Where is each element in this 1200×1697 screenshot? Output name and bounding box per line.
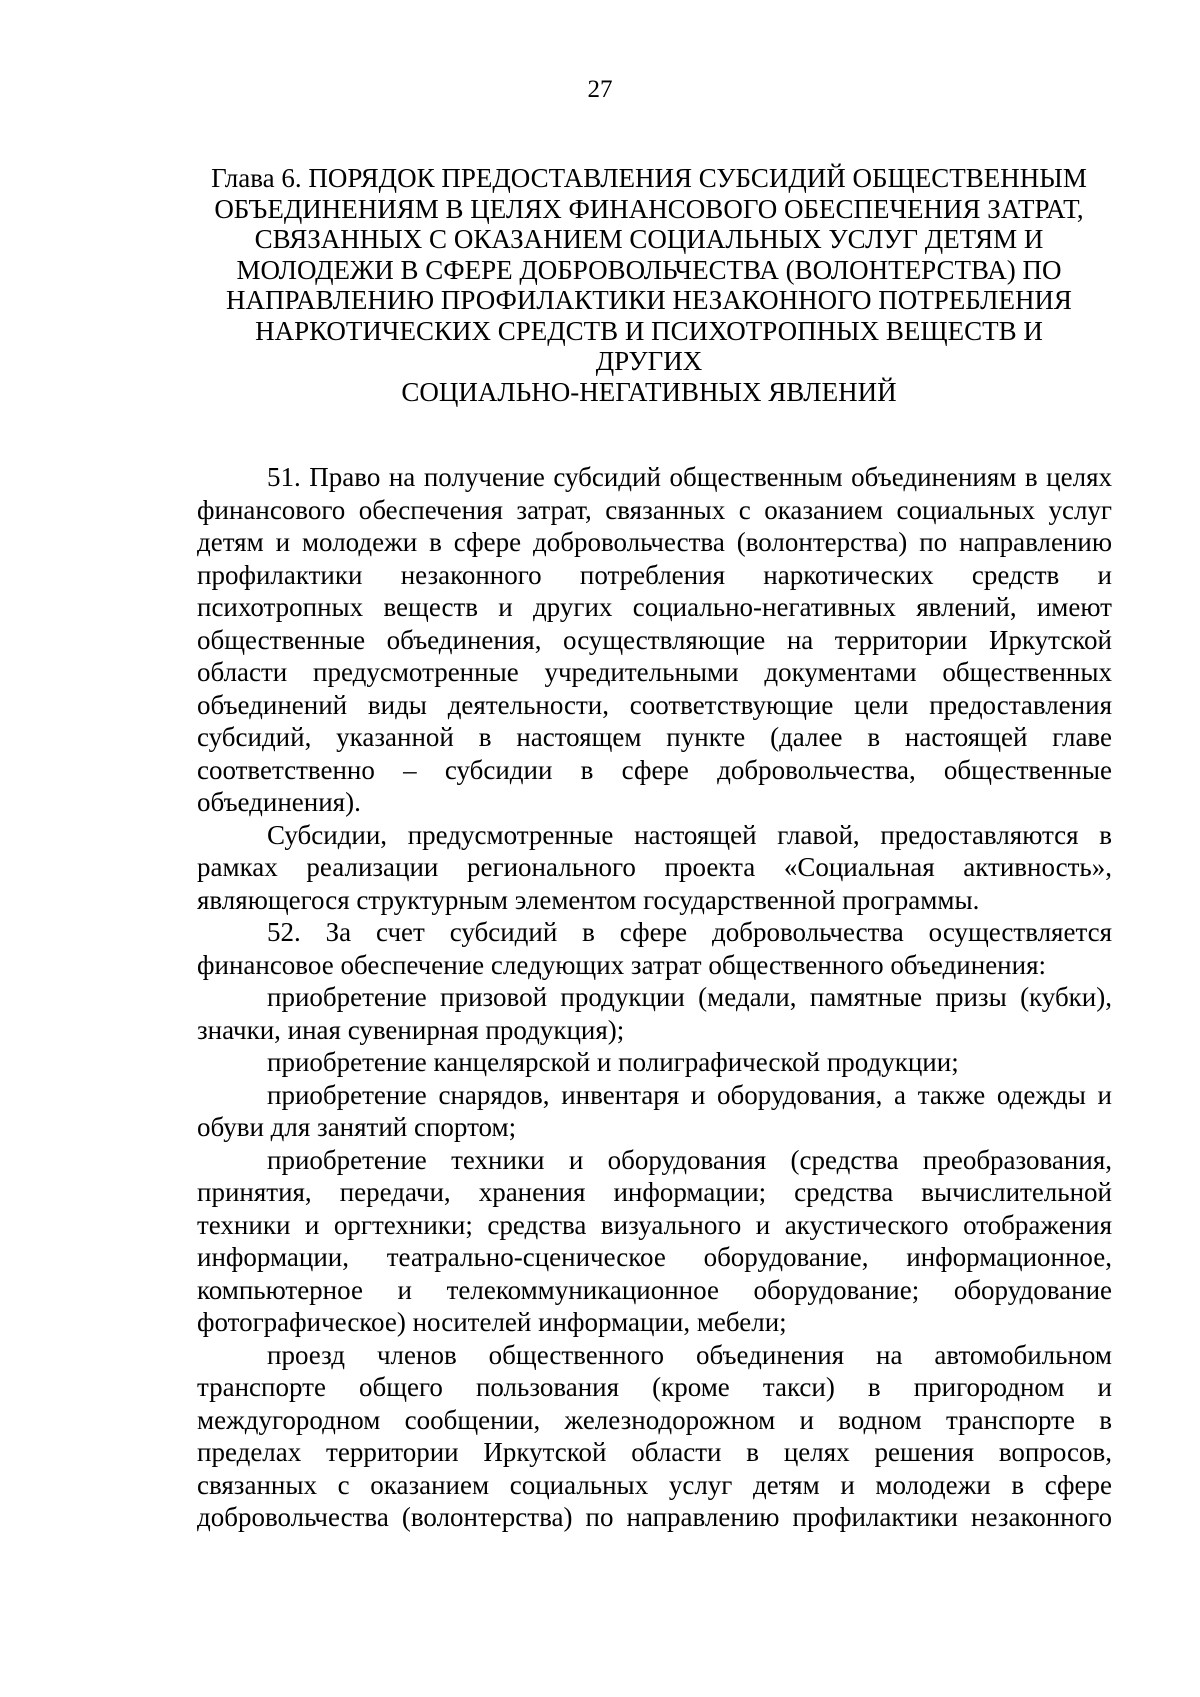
body-line: компьютерное и телекоммуникационное оборудование; оборудование xyxy=(197,1274,1112,1305)
body-line: соответственно – субсидии в сфере добровольчества, общественные xyxy=(197,754,1112,785)
body-line: информации, театрально-сценическое оборудование, информационное, xyxy=(197,1242,1112,1272)
chapter-title-line: МОЛОДЕЖИ В СФЕРЕ ДОБРОВОЛЬЧЕСТВА (ВОЛОНТЕРСТВА) ПО xyxy=(236,254,1062,285)
body-line: 51. Право на получение субсидий общественным объединениям в целях xyxy=(267,462,1112,492)
body-line: рамках реализации регионального проекта «Социальная активность», xyxy=(197,852,1112,882)
chapter-title-line: ДРУГИХ xyxy=(595,346,703,376)
body-line: фотографическое) носителей информации, мебели; xyxy=(197,1307,787,1337)
body-line: психотропных веществ и других социально-негативных явлений, имеют xyxy=(197,592,1112,622)
body-line: финансового обеспечения затрат, связанных с оказанием социальных услуг xyxy=(197,494,1112,525)
chapter-title-line: НАПРАВЛЕНИЮ ПРОФИЛАКТИКИ НЕЗАКОННОГО ПОТРЕБЛЕНИЯ xyxy=(226,285,1072,315)
body-line: приобретение техники и оборудования (средства преобразования, xyxy=(267,1144,1112,1175)
body-line: обуви для занятий спортом; xyxy=(197,1112,517,1142)
page-number: 27 xyxy=(587,76,613,103)
chapter-title-line: СОЦИАЛЬНО-НЕГАТИВНЫХ ЯВЛЕНИЙ xyxy=(401,376,897,407)
body-line: приобретение снарядов, инвентаря и оборудования, а также одежды и xyxy=(267,1079,1112,1110)
body-line: значки, иная сувенирная продукция); xyxy=(197,1014,625,1045)
document-body xyxy=(197,461,1112,1534)
body-line: профилактики незаконного потребления наркотических средств и xyxy=(197,559,1112,590)
body-line: являющегося структурным элементом государственной программы. xyxy=(197,884,980,915)
chapter-title-line: ОБЪЕДИНЕНИЯМ В ЦЕЛЯХ ФИНАНСОВОГО ОБЕСПЕЧЕНИЯ ЗАТРАТ, xyxy=(214,193,1084,224)
body-line: финансовое обеспечение следующих затрат общественного объединения: xyxy=(197,949,1046,980)
body-line: междугородном сообщении, железнодорожном и водном транспорте в xyxy=(197,1404,1112,1435)
body-line: области предусмотренные учредительными документами общественных xyxy=(197,657,1112,687)
body-line: субсидий, указанной в настоящем пункте (далее в настоящей главе xyxy=(197,722,1112,752)
body-line: транспорте общего пользования (кроме такси) в пригородном и xyxy=(197,1372,1112,1402)
chapter-title-line: СВЯЗАННЫХ С ОКАЗАНИЕМ СОЦИАЛЬНЫХ УСЛУГ ДЕТЯМ И xyxy=(254,224,1044,254)
body-line: 52. За счет субсидий в сфере добровольчества осуществляется xyxy=(267,917,1112,947)
body-line: Субсидии, предусмотренные настоящей главой, предоставляются в xyxy=(267,819,1112,850)
body-line: общественные объединения, осуществляющие на территории Иркутской xyxy=(197,624,1112,655)
body-line: пределах территории Иркутской области в целях решения вопросов, xyxy=(197,1437,1112,1467)
body-line: проезд членов общественного объединения на автомобильном xyxy=(267,1339,1112,1370)
chapter-title xyxy=(186,163,1112,407)
chapter-title-line: НАРКОТИЧЕСКИХ СРЕДСТВ И ПСИХОТРОПНЫХ ВЕЩЕСТВ И xyxy=(255,315,1043,346)
chapter-title-line: Глава 6. ПОРЯДОК ПРЕДОСТАВЛЕНИЯ СУБСИДИЙ ОБЩЕСТВЕННЫМ xyxy=(211,163,1087,193)
body-line: приобретение канцелярской и полиграфической продукции; xyxy=(267,1047,959,1077)
body-line: добровольчества (волонтерства) по направлению профилактики незаконного xyxy=(197,1502,1112,1532)
body-line: принятия, передачи, хранения информации; средства вычислительной xyxy=(197,1177,1112,1207)
body-line: приобретение призовой продукции (медали, памятные призы (кубки), xyxy=(267,982,1112,1012)
body-line: объединения). xyxy=(197,787,361,817)
body-line: детям и молодежи в сфере добровольчества (волонтерства) по направлению xyxy=(197,527,1112,557)
body-line: объединений виды деятельности, соответствующие цели предоставления xyxy=(197,689,1112,720)
body-line: связанных с оказанием социальных услуг детям и молодежи в сфере xyxy=(197,1469,1112,1500)
body-line: техники и оргтехники; средства визуального и акустического отображения xyxy=(197,1209,1112,1240)
